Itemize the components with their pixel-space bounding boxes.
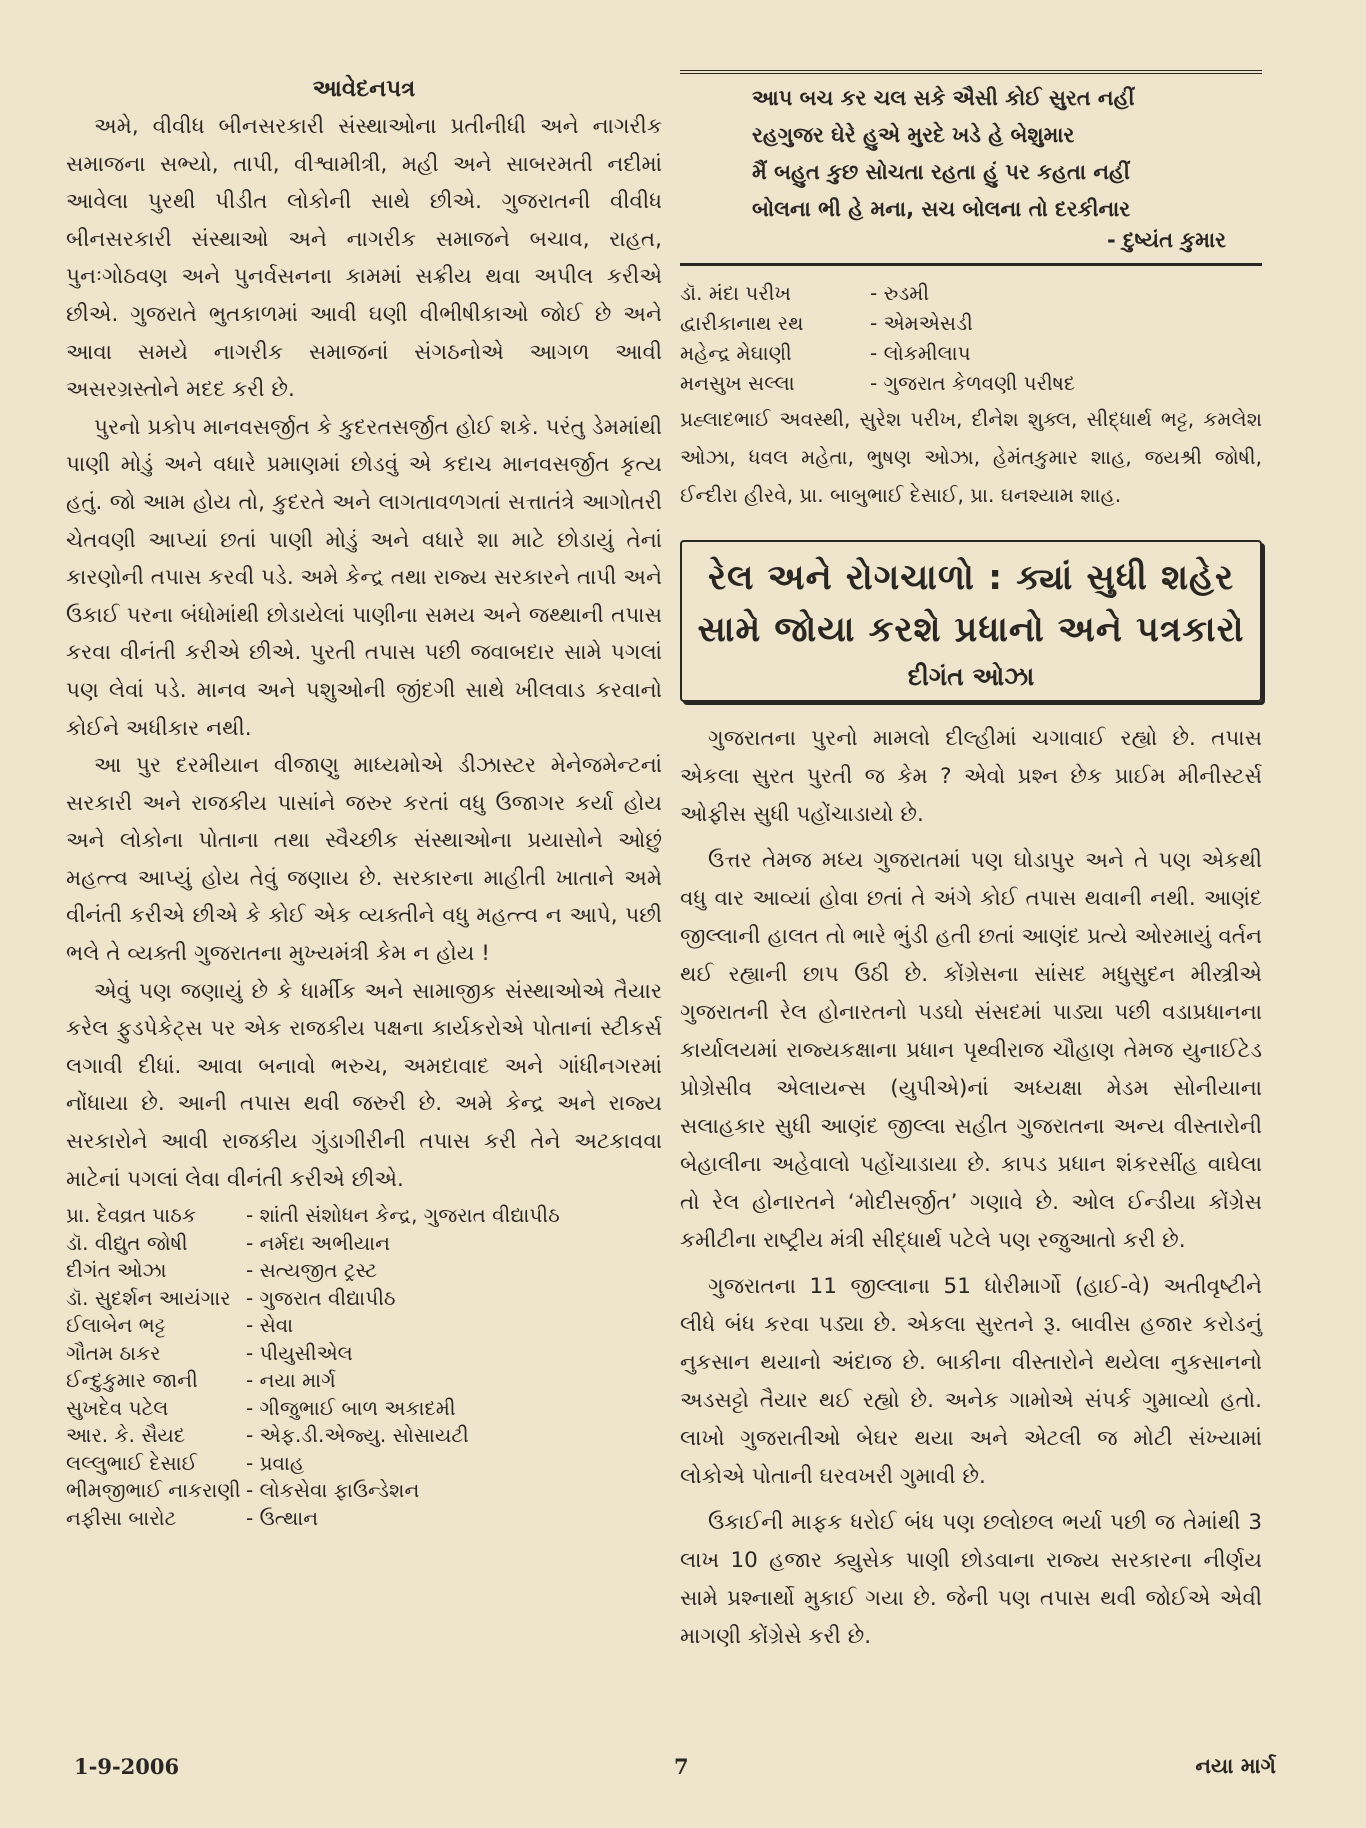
signatory-name: દ્વારીકાનાથ રથ	[680, 311, 804, 335]
signatory-name: ડૉ. સુદર્શન આયંગાર	[66, 1285, 231, 1310]
signatory-org: - લોકમીલાપ	[870, 341, 971, 365]
signatory-org: - લોકસેવા ફાઉન્ડેશન	[246, 1478, 420, 1503]
signatory-org: - રુડમી	[870, 281, 930, 305]
article-paragraph: ઉકાઈની માફક ધરોઈ બંધ પણ છલોછલ ભર્યા પછી જ તેમાંથી 3 લાખ 10 હજાર ક્યુસેક પાણી છોડવાના રાજ્ય સરકારના નીર્ણય સામે પ્રશ્નાર્થો મુકાઈ ગયા છે. જેની પણ તપાસ થવી જોઈએ એવી માગણી કોંગ્રેસે કરી છે.	[680, 1510, 1262, 1649]
poem-box	[680, 70, 1262, 266]
left-column	[66, 76, 662, 1532]
signatory-name: આર. કે. સૈયદ	[66, 1423, 186, 1448]
signatory-row	[680, 368, 1262, 398]
signatory-row	[66, 1367, 662, 1395]
article-title-line: રેલ અને રોગચાળો : ક્યાં સુધી શહેર	[707, 558, 1235, 598]
signatory-list	[66, 1202, 662, 1532]
page-number: 7	[674, 1754, 689, 1779]
signatory-name: ડૉ. વીદ્યુત જોષી	[66, 1230, 188, 1255]
signatory-name: નફીસા બારોટ	[66, 1505, 177, 1530]
signatory-row	[66, 1505, 662, 1533]
signatory-name: દીગંત ઓઝા	[66, 1258, 167, 1283]
poem-line: બોલના ભી હે મના, સચ બોલના તો દરકીનાર	[752, 197, 1131, 221]
signatory-row	[680, 308, 1262, 338]
poem-author: - દુષ્યંત કુમાર	[1107, 228, 1226, 252]
signatory-name: લલ્લુભાઈ દેસાઈ	[66, 1450, 198, 1475]
signatory-row	[66, 1257, 662, 1285]
article-paragraph: ઉત્તર તેમજ મધ્ય ગુજરાતમાં પણ ઘોડાપુર અને તે પણ એકથી વધુ વાર આવ્યાં હોવા છતાં તે અંગે કોઈ તપાસ થવાની નથી. આણંદ જીલ્લાની હાલત તો ભારે ભુંડી હતી છતાં આણંદ પ્રત્યે ઓરમાયું વર્તન થઈ રહ્યાની છાપ ઉઠી છે. કોંગ્રેસના સાંસદ મધુસુદન મીસ્ત્રીએ ગુજરાતની રેલ હોનારતનો પડઘો સંસદમાં પાડ્યા પછી વડાપ્રધાનના કાર્યાલયમાં રાજ્યકક્ષાના પ્રધાન પૃથ્વીરાજ ચૌહાણ તેમજ યુનાઈટેડ પ્રોગ્રેસીવ એલાયન્સ (યુપીએ)નાં અધ્યક્ષા મેડમ સોનીયાના સલાહકાર સુધી આણંદ જીલ્લા સહીત ગુજરાતના અન્ય વીસ્તારોની બેહાલીના અહેવાલો પહોંચાડાયા છે. કાપડ પ્રધાન શંકરસીંહ વાઘેલા તો રેલ હોનારતને ‘મોદીસર્જીત’ ગણાવે છે. ઓલ ઈન્ડીયા કોંગ્રેસ કમીટીના રાષ્ટ્રીય મંત્રી સીદ્ધાર્થ પટેલે પણ રજુઆતો કરી છે.	[680, 848, 1262, 1253]
signatory-row	[66, 1230, 662, 1258]
additional-signatories: પ્રહ્લાદભાઈ અવસ્થી, સુરેશ પરીખ, દીનેશ શુક્લ, સીદ્ધાર્થ ભટ્ટ, કમલેશ ઓઝા, ધવલ મહેતા, ભુષણ ઓઝા, હેમંતકુમાર શાહ, જયશ્રી જોષી, ઈન્દીરા હીરવે, પ્રા. બાબુભાઈ દેસાઈ, પ્રા. ઘનશ્યામ શાહ.	[680, 407, 1262, 507]
signatory-org: - પ્રવાહ	[246, 1450, 305, 1475]
memorandum-paragraph: પુરનો પ્રકોપ માનવસર્જીત કે કુદરતસર્જીત હોઈ શકે. પરંતુ ડેમમાંથી પાણી મોડું અને વધારે પ્રમાણમાં છોડવું એ કદાચ માનવસર્જીત કૃત્ય હતું. જો આમ હોય તો, કુદરતે અને લાગતાવળગતાં સત્તાતંત્રે આગોતરી ચેતવણી આપ્યાં છતાં પાણી મોડું અને વધારે શા માટે છોડાયું તેનાં કારણોની તપાસ કરવી પડે. અમે કેન્દ્ર તથા રાજ્ય સરકારને તાપી અને ઉકાઈ પરના બંધોમાંથી છોડાયેલાં પાણીના સમય અને જથ્થાની તપાસ કરવા વીનંતી કરીએ છીએ. પુરતી તપાસ પછી જવાબદાર સામે પગલાં પણ લેવાં પડે. માનવ અને પશુઓની જીંદગી સાથે ખીલવાડ કરવાનો કોઈને અધીકાર નથી.	[66, 414, 662, 741]
signatory-name: મહેન્દ્ર મેઘાણી	[680, 341, 792, 365]
signatory-name: મનસુખ સલ્લા	[680, 371, 795, 395]
signatory-row	[680, 278, 1262, 308]
article-headline-box	[680, 540, 1262, 702]
magazine-name: નયા માર્ગ	[1195, 1754, 1276, 1778]
signatory-org: - ગીજુભાઈ બાળ અકાદમી	[246, 1395, 456, 1420]
article-paragraph: ગુજરાતના 11 જીલ્લાના 51 ધોરીમાર્ગો (હાઈ-વે) અતીવૃષ્ટીને લીધે બંધ કરવા પડ્યા છે. એકલા સુરતને રૂ. બાવીસ હજાર કરોડનું નુકસાન થયાનો અંદાજ છે. બાકીના વીસ્તારોને થયેલા નુકસાનનો અડસટ્ટો તૈયાર થઈ રહ્યો છે. અનેક ગામોએ સંપર્ક ગુમાવ્યો હતો. લાખો ગુજરાતીઓ બેઘર થયા અને એટલી જ મોટી સંખ્યામાં લોકોએ પોતાની ઘરવખરી ગુમાવી છે.	[680, 1274, 1262, 1489]
issue-date: 1-9-2006	[74, 1754, 180, 1779]
signatory-row	[66, 1202, 662, 1230]
memorandum-paragraph: અમે, વીવીધ બીનસરકારી સંસ્થાઓના પ્રતીનીધી અને નાગરીક સમાજના સભ્યો, તાપી, વીશ્વામીત્રી, મહી અને સાબરમતી નદીમાં આવેલા પુરથી પીડીત લોકોની સાથે છીએ. ગુજરાતની વીવીધ બીનસરકારી સંસ્થાઓ અને નાગરીક સમાજને બચાવ, રાહત, પુનઃગોઠવણ અને પુનર્વસનના કામમાં સક્રીય થવા અપીલ કરીએ છીએ. ગુજરાતે ભુતકાળમાં આવી ઘણી વીભીષીકાઓ જોઈ છે અને આવા સમયે નાગરીક સમાજનાં સંગઠનોએ આગળ આવી અસરગ્રસ્તોને મદદ કરી છે.	[66, 114, 662, 403]
article-author: દીગંત ઓઝા	[907, 662, 1035, 691]
article-body	[680, 720, 1262, 1656]
signatory-list-continued	[680, 278, 1262, 514]
signatory-org: - એફ.ડી.એજ્યુ. સોસાયટી	[246, 1423, 469, 1448]
memorandum-paragraph: આ પુર દરમીયાન વીજાણુ માધ્યમોએ ડીઝાસ્ટર મેનેજમેન્ટનાં સરકારી અને રાજકીય પાસાંને જરુર કરતાં વધુ ઉજાગર કર્યા હોય અને લોકોના પોતાના તથા સ્વૈચ્છીક સંસ્થાઓના પ્રયાસોને ઓછું મહત્ત્વ આપ્યું હોય તેવું જણાય છે. સરકારના માહીતી ખાતાને અમે વીનંતી કરીએ છીએ કે કોઈ એક વ્યક્તીને વધુ મહત્ત્વ ન આપે, પછી ભલે તે વ્યક્તી ગુજરાતના મુખ્યમંત્રી કેમ ન હોય !	[66, 753, 662, 967]
signatory-org: - શાંતી સંશોધન કેન્દ્ર, ગુજરાત વીદ્યાપીઠ	[246, 1203, 560, 1228]
signatory-org: - નર્મદા અભીયાન	[246, 1230, 391, 1255]
memorandum-paragraph: એવું પણ જણાયું છે કે ધાર્મીક અને સામાજીક સંસ્થાઓએ તૈયાર કરેલ ફુડપેકેટ્સ પર એક રાજકીય પક્ષના કાર્યકરોએ પોતાનાં સ્ટીકર્સ લગાવી દીધાં. આવા બનાવો ભરુચ, અમદાવાદ અને ગાંધીનગરમાં નોંધાયા છે. આની તપાસ થવી જરુરી છે. અમે કેન્દ્ર અને રાજ્ય સરકારોને આવી રાજકીય ગુંડાગીરીની તપાસ કરી તેને અટકાવવા માટેનાં પગલાં લેવા વીનંતી કરીએ છીએ.	[66, 978, 662, 1192]
signatory-row	[66, 1312, 662, 1340]
signatory-name: ગૌતમ ઠાકર	[66, 1340, 161, 1365]
signatory-name: ઈન્દુકુમાર જાની	[66, 1368, 198, 1393]
signatory-name: ડૉ. મંદા પરીખ	[680, 281, 791, 305]
signatory-row	[66, 1395, 662, 1423]
signatory-org: - નયા માર્ગ	[246, 1368, 336, 1393]
signatory-name: પ્રા. દેવવ્રત પાઠક	[66, 1203, 196, 1228]
page-footer	[74, 1754, 1276, 1786]
signatory-name: ઈલાબેન ભટ્ટ	[66, 1313, 166, 1338]
signatory-org: - ગુજરાત વીદ્યાપીઠ	[246, 1285, 396, 1310]
article-paragraph: ગુજરાતના પુરનો મામલો દીલ્હીમાં ચગાવાઈ રહ્યો છે. તપાસ એકલા સુરત પુરતી જ કેમ ? એવો પ્રશ્ન છેક પ્રાઈમ મીનીસ્ટર્સ ઓફીસ સુધી પહોંચાડાયો છે.	[680, 726, 1262, 827]
signatory-name: ભીમજીભાઈ નાકરાણી	[66, 1478, 241, 1503]
right-column	[680, 70, 1262, 1664]
poem-line: મૈં બહુત કુછ સોચતા રહતા હું પર કહતા નહીં	[752, 160, 1130, 184]
poem-line: આપ બચ કર ચલ સકે ઐસી કોઈ સુરત નહીં	[752, 86, 1135, 110]
signatory-org: - સત્યજીત ટ્રસ્ટ	[246, 1258, 378, 1283]
memorandum-title: આવેદનપત્ર	[312, 76, 416, 102]
signatory-org: - એમએસડી	[870, 311, 973, 335]
signatory-row	[66, 1285, 662, 1313]
signatory-row	[66, 1340, 662, 1368]
signatory-org: - ઉત્થાન	[246, 1505, 319, 1530]
signatory-row	[66, 1422, 662, 1450]
signatory-org: - સેવા	[246, 1313, 294, 1338]
signatory-name: સુખદેવ પટેલ	[66, 1395, 169, 1420]
signatory-org: - પીયુસીએલ	[246, 1340, 353, 1365]
signatory-org: - ગુજરાત કેળવણી પરીષદ	[870, 371, 1076, 395]
signatory-row	[680, 338, 1262, 368]
article-title-line: સામે જોયા કરશે પ્રધાનો અને પત્રકારો	[697, 610, 1245, 650]
signatory-row	[66, 1477, 662, 1505]
poem-line: રહગુજર ઘેરે હુએ મુરદે ખડે હે બેશુમાર	[752, 123, 1075, 147]
signatory-row	[66, 1450, 662, 1478]
